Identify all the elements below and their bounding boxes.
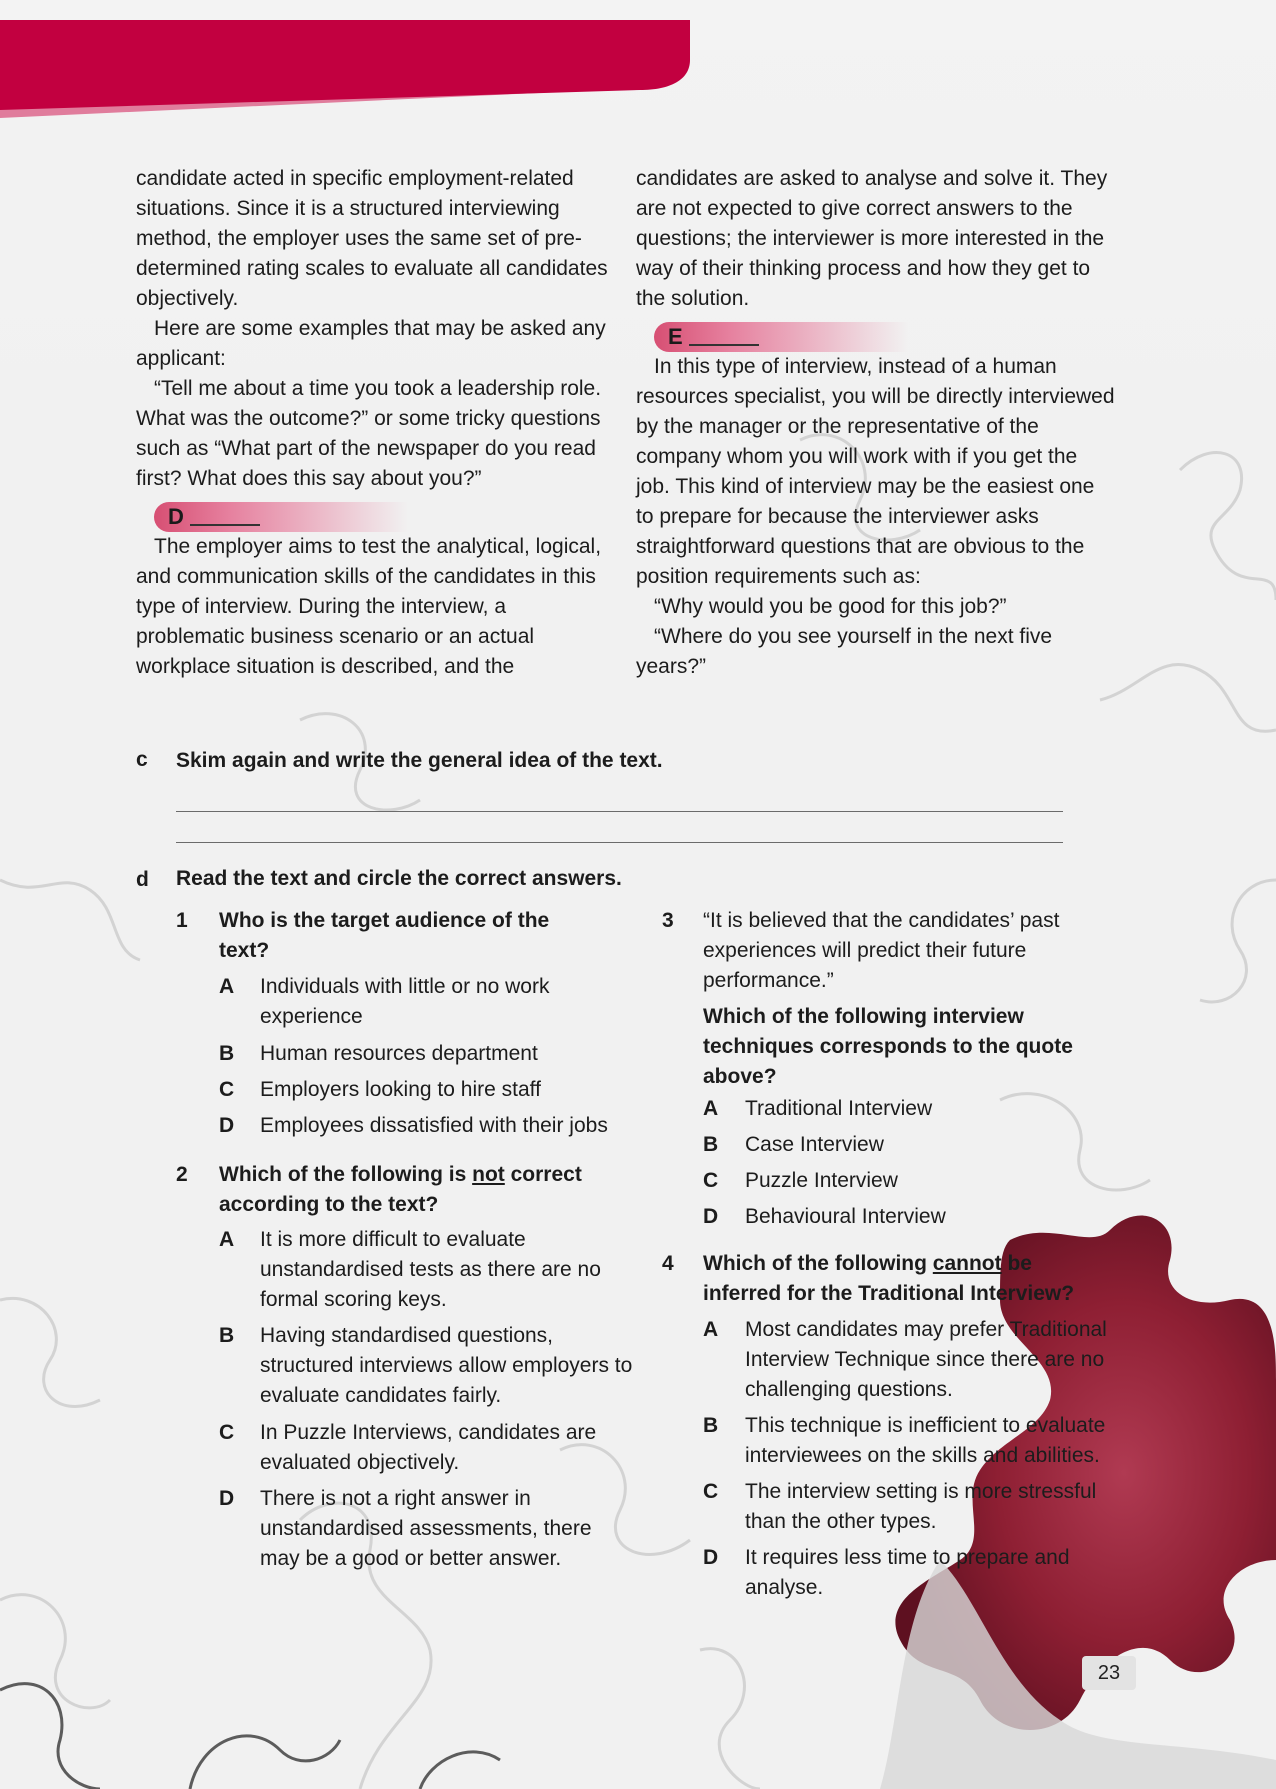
example-quote: “Why would you be good for this job?” <box>654 595 1007 618</box>
option-text[interactable]: There is not a right answer in unstandardised assessments, there may be a good or better answer. <box>260 1487 592 1570</box>
option-letter[interactable]: A <box>219 975 235 998</box>
option-letter[interactable]: D <box>703 1546 719 1569</box>
reading-column-right <box>636 164 1116 682</box>
option-text[interactable]: Employees dissatisfied with their jobs <box>260 1114 608 1137</box>
question-4-text <box>703 1249 1103 1309</box>
answer-line[interactable] <box>176 842 1063 843</box>
emphasis-cannot: cannot <box>932 1252 1002 1275</box>
task-d-instruction: Read the text and circle the correct answers. <box>176 867 622 890</box>
option-text[interactable]: Having standardised questions, structured interviews allow employers to evaluate candidates fairly. <box>260 1324 633 1407</box>
question-1-text: Who is the target audience of the text? <box>219 909 550 962</box>
question-text-part: Which of the following is <box>219 1163 473 1186</box>
question-number: 2 <box>176 1163 188 1186</box>
question-number: 1 <box>176 909 188 932</box>
option-letter[interactable]: A <box>703 1318 719 1341</box>
section-letter: E <box>668 324 683 349</box>
option-letter[interactable]: B <box>703 1133 719 1156</box>
section-letter: D <box>168 504 184 529</box>
question-number: 4 <box>662 1252 674 1275</box>
option-letter[interactable]: A <box>219 1228 235 1251</box>
question-text-part: Which of the following <box>703 1252 933 1275</box>
question-3-quote: “It is believed that the candidates’ past experiences will predict their future performance.” <box>703 909 1060 992</box>
option-letter[interactable]: D <box>219 1487 235 1510</box>
page-number: 23 <box>1082 1656 1136 1690</box>
section-e-heading <box>654 322 908 352</box>
section-d-text: The employer aims to test the analytical, logical, and communication skills of the candidates in this type of interview. During the interview, a problematic business scenario or an actual workplace situation is described, and the <box>136 535 602 678</box>
example-quotes: “Tell me about a time you took a leadership role. What was the outcome?” or some tricky questions such as “What part of the newspaper do you read first? What does this say about you?” <box>136 377 602 490</box>
question-3-text: Which of the following interview techniques corresponds to the quote above? <box>703 1005 1073 1088</box>
option-text[interactable]: In Puzzle Interviews, candidates are evaluated objectively. <box>260 1421 597 1474</box>
option-text[interactable]: Traditional Interview <box>745 1097 933 1120</box>
option-text[interactable]: Individuals with little or no work experience <box>260 975 550 1028</box>
option-letter[interactable]: B <box>219 1324 235 1347</box>
heading-blank[interactable] <box>190 506 260 526</box>
option-text[interactable]: The interview setting is more stressful than the other types. <box>745 1480 1097 1533</box>
option-letter[interactable]: C <box>219 1078 235 1101</box>
option-text[interactable]: It requires less time to prepare and analyse. <box>745 1546 1070 1599</box>
option-letter[interactable]: D <box>219 1114 235 1137</box>
option-letter[interactable]: C <box>219 1421 235 1444</box>
option-letter[interactable]: B <box>219 1042 235 1065</box>
heading-blank[interactable] <box>689 326 759 346</box>
section-d-heading <box>154 502 408 532</box>
task-d-letter: d <box>136 868 149 891</box>
option-text[interactable]: Case Interview <box>745 1133 884 1156</box>
question-number: 3 <box>662 909 674 932</box>
reading-column-left <box>136 164 616 682</box>
question-text-part: be inferred for the Traditional Interview? <box>703 1252 1075 1305</box>
option-letter[interactable]: C <box>703 1480 719 1503</box>
option-text[interactable]: It is more difficult to evaluate unstandardised tests as there are no formal scoring keys. <box>260 1228 601 1311</box>
example-quote: “Where do you see yourself in the next five years?” <box>636 625 1053 678</box>
question-2-text <box>219 1160 619 1220</box>
option-text[interactable]: Puzzle Interview <box>745 1169 898 1192</box>
question-text-part: correct according to the text? <box>219 1163 582 1216</box>
option-letter[interactable]: A <box>703 1097 719 1120</box>
task-c-letter: c <box>136 748 148 771</box>
option-text[interactable]: Employers looking to hire staff <box>260 1078 541 1101</box>
option-text[interactable]: This technique is inefficient to evaluate interviewees on the skills and abilities. <box>745 1414 1106 1467</box>
option-letter[interactable]: C <box>703 1169 719 1192</box>
answer-line[interactable] <box>176 811 1063 812</box>
option-text[interactable]: Behavioural Interview <box>745 1205 946 1228</box>
paragraph: Here are some examples that may be asked any applicant: <box>136 317 606 370</box>
paragraph: candidates are asked to analyse and solve it. They are not expected to give correct answers to the questions; the interviewer is more interested in the way of their thinking process and how they get to the solution. <box>636 167 1108 310</box>
option-text[interactable]: Most candidates may prefer Traditional Interview Technique since there are no challenging questions. <box>745 1318 1107 1401</box>
task-c-instruction: Skim again and write the general idea of the text. <box>176 749 663 772</box>
option-letter[interactable]: B <box>703 1414 719 1437</box>
option-letter[interactable]: D <box>703 1205 719 1228</box>
section-e-text: In this type of interview, instead of a human resources specialist, you will be directly interviewed by the manager or the representative of the company whom you will work with if you get the job. This kind of interview may be the easiest one to prepare for because the interviewer asks straightforward questions that are obvious to the position requirements such as: <box>636 355 1115 588</box>
option-text[interactable]: Human resources department <box>260 1042 538 1065</box>
emphasis-not: not <box>472 1163 505 1186</box>
paragraph: candidate acted in specific employment-related situations. Since it is a structured interviewing method, the employer uses the same set of pre-determined rating scales to evaluate all candidates objectively. <box>136 167 608 310</box>
